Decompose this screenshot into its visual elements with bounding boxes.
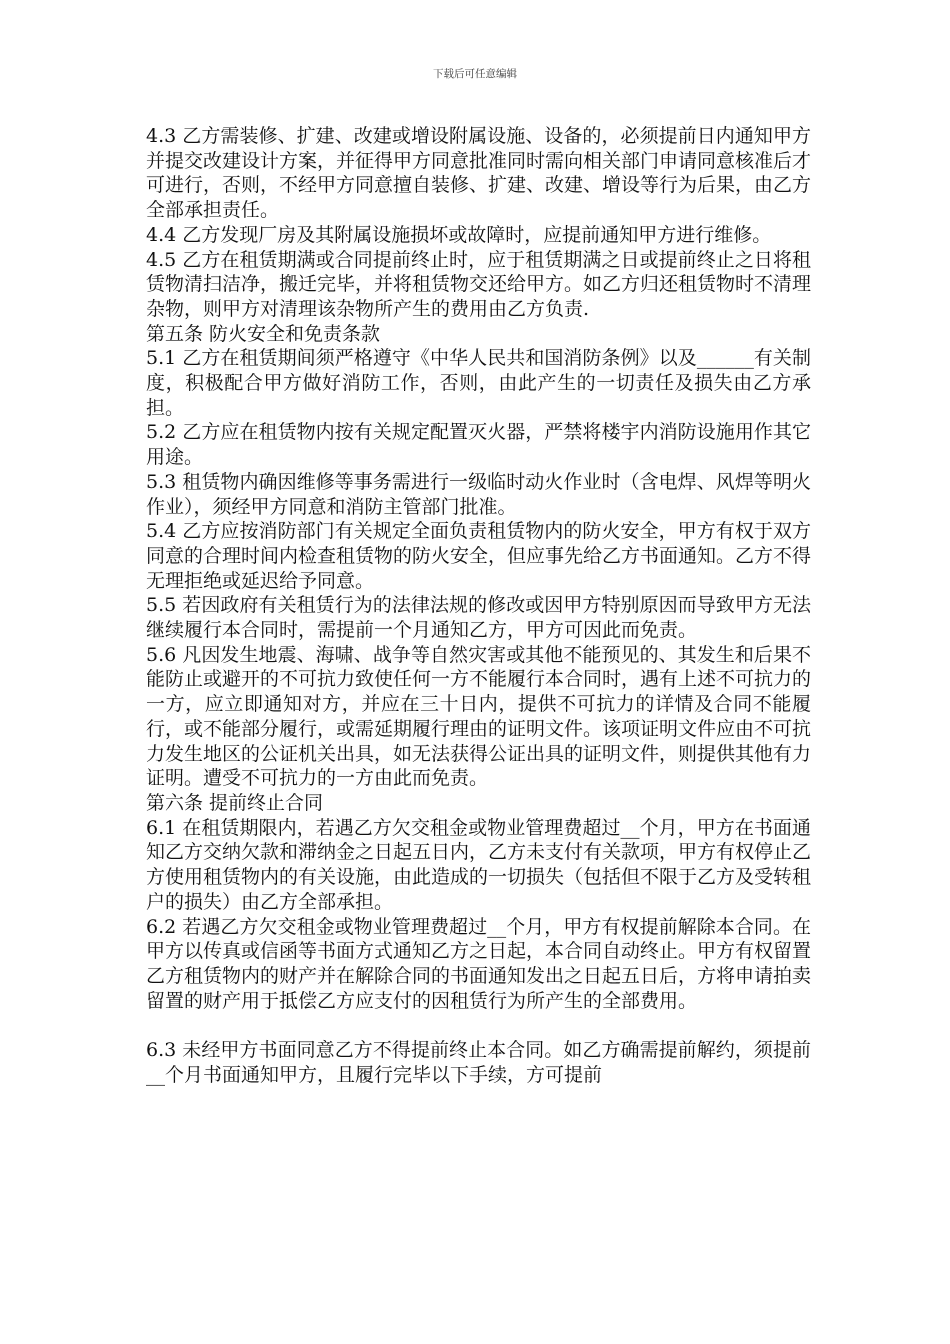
clause-5-1: 5.1 乙方在租赁期间须严格遵守《中华人民共和国消防条例》以及______有关制度，积极配合甲方做好消防工作，否则，由此产生的一切责任及损失由乙方承担。 [146,347,811,419]
clause-5-3: 5.3 租赁物内确因维修等事务需进行一级临时动火作业时（含电焊、风焊等明火作业），须经甲方同意和消防主管部门批准。 [146,470,811,518]
clause-5-2: 5.2 乙方应在租赁物内按有关规定配置灭火器，严禁将楼宇内消防设施用作其它用途。 [146,421,811,469]
clause-4-4: 4.4 乙方发现厂房及其附属设施损坏或故障时，应提前通知甲方进行维修。 [146,223,772,246]
document-body [146,124,811,1087]
clause-4-3: 4.3 乙方需装修、扩建、改建或增设附属设施、设备的，必须提前日内通知甲方并提交改建设计方案，并征得甲方同意批准同时需向相关部门申请同意核准后才可进行，否则，不经甲方同意擅自装修、扩建、改建、增设等行为后果，由乙方全部承担责任。 [146,125,812,222]
article-5-heading: 第五条 防火安全和免责条款 [146,322,381,345]
clause-5-6: 5.6 凡因发生地震、海啸、战争等自然灾害或其他不能预见的、其发生和后果不能防止或避开的不可抗力致使任何一方不能履行本合同时，遇有上述不可抗力的一方，应立即通知对方，并应在三十日内，提供不可抗力的详情及合同不能履行，或不能部分履行，或需延期履行理由的证明文件。该项证明文件应由不可抗力发生地区的公证机关出具，如无法获得公证出具的证明文件，则提供其他有力证明。遭受不可抗力的一方由此而免责。 [146,643,812,790]
clause-6-3: 6.3 未经甲方书面同意乙方不得提前终止本合同。如乙方确需提前解约，须提前__个月书面通知甲方，且履行完毕以下手续，方可提前 [146,1039,811,1086]
clause-6-1: 6.1 在租赁期限内，若遇乙方欠交租金或物业管理费超过__个月，甲方在书面通知乙方交纳欠款和滞纳金之日起五日内，乙方未支付有关款项，甲方有权停止乙方使用租赁物内的有关设施，由此造成的一切损失（包括但不限于乙方及受转租户的损失）由乙方全部承担。 [146,816,812,913]
clause-5-4: 5.4 乙方应按消防部门有关规定全面负责租赁物内的防火安全，甲方有权于双方同意的合理时间内检查租赁物的防火安全，但应事先给乙方书面通知。乙方不得无理拒绝或延迟给予同意。 [146,520,812,592]
article-6-heading: 第六条 提前终止合同 [146,791,324,814]
blank-line [146,1013,811,1038]
header-note: 下载后可任意编辑 [433,68,517,80]
clause-6-2: 6.2 若遇乙方欠交租金或物业管理费超过__个月，甲方有权提前解除本合同。在甲方以传真或信函等书面方式通知乙方之日起，本合同自动终止。甲方有权留置乙方租赁物内的财产并在解除合同的书面通知发出之日起五日后，方将申请拍卖留置的财产用于抵偿乙方应支付的因租赁行为所产生的全部费用。 [146,915,812,1012]
clause-4-5: 4.5 乙方在租赁期满或合同提前终止时，应于租赁期满之日或提前终止之日将租赁物清扫洁净，搬迁完毕，并将租赁物交还给甲方。如乙方归还租赁物时不清理杂物，则甲方对清理该杂物所产生的费用由乙方负责. [146,248,812,320]
clause-5-5: 5.5 若因政府有关租赁行为的法律法规的修改或因甲方特别原因而导致甲方无法继续履行本合同时，需提前一个月通知乙方，甲方可因此而免责。 [146,594,811,642]
